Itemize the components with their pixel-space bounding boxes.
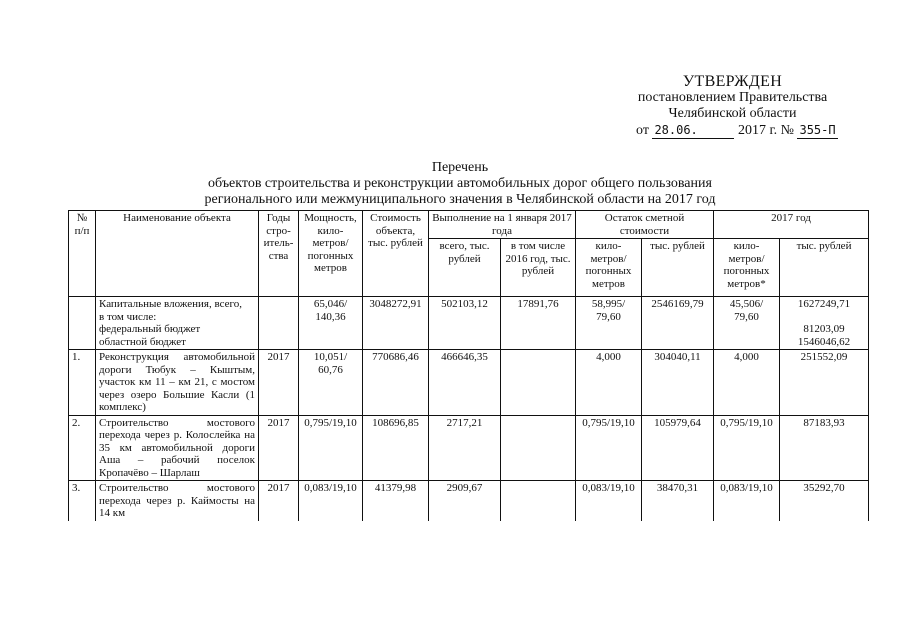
- header-2017-km: кило-метров/ погонных метров*: [714, 239, 780, 297]
- row-cost: 108696,85: [363, 415, 429, 481]
- summary-capacity: 65,046/ 140,36: [299, 297, 363, 350]
- title-line-3: регионального или межмуниципального значения в Челябинской области на 2017 год: [204, 192, 716, 207]
- summary-2017-rub: 1627249,71 81203,09 1546046,62: [780, 297, 869, 350]
- summary-exec-2016: 17891,76: [501, 297, 576, 350]
- header-2017-rub: тыс. рублей: [780, 239, 869, 297]
- summary-remain-rub: 2546169,79: [642, 297, 714, 350]
- row-capacity: 0,795/19,10: [299, 415, 363, 481]
- approval-line-2: Челябинской области: [668, 106, 797, 121]
- row-remain-km: 0,083/19,10: [576, 481, 642, 521]
- header-2017-group: 2017 год: [714, 211, 869, 239]
- row-name: Реконструкция автомобильной дороги Тюбук – Кыштым, участок км 11 – км 21, с мостом через озеро Большие Касли (1 комплекс): [96, 350, 259, 416]
- table-row: [69, 415, 869, 481]
- table-row: [69, 481, 869, 521]
- row-name: Строительство мостового перехода через р. Колослейка на 35 км автомобильной дороги Аша – рабочий поселок Кропачёво – Шарлаш: [96, 415, 259, 481]
- summary-row: [69, 297, 869, 350]
- approval-heading: УТВЕРЖДЕН: [682, 73, 783, 90]
- header-remain-group: Остаток сметной стоимости: [576, 211, 714, 239]
- row-2017-km: 4,000: [714, 350, 780, 416]
- approval-line-1: постановлением Правительства: [637, 90, 828, 105]
- summary-remain-km: 58,995/ 79,60: [576, 297, 642, 350]
- row-remain-rub: 38470,31: [642, 481, 714, 521]
- row-num: 2.: [69, 415, 96, 481]
- header-exec-total: всего, тыс. рублей: [429, 239, 501, 297]
- row-exec-total: 2909,67: [429, 481, 501, 521]
- summary-2017-km: 45,506/ 79,60: [714, 297, 780, 350]
- date-prefix: от: [636, 123, 649, 138]
- header-years: Годы стро-итель-ства: [259, 211, 299, 297]
- title-line-1: Перечень: [431, 160, 489, 175]
- row-remain-km: 0,795/19,10: [576, 415, 642, 481]
- doc-number: 355-П: [799, 123, 836, 137]
- row-cost: 41379,98: [363, 481, 429, 521]
- document-title: [150, 160, 770, 208]
- header-row-1: [69, 211, 869, 239]
- header-exec-group: Выполнение на 1 января 2017 года: [429, 211, 576, 239]
- row-2017-rub: 35292,70: [780, 481, 869, 521]
- row-years: 2017: [259, 481, 299, 521]
- header-exec-2016: в том числе 2016 год, тыс. рублей: [501, 239, 576, 297]
- approval-block: [600, 74, 865, 139]
- date-value: 28.06.: [652, 122, 734, 139]
- header-capacity: Мощность, кило-метров/ погонных метров: [299, 211, 363, 297]
- row-capacity: 10,051/ 60,76: [299, 350, 363, 416]
- header-cost: Стоимость объекта, тыс. рублей: [363, 211, 429, 297]
- row-exec-2016: [501, 415, 576, 481]
- summary-name: Капитальные вложения, всего, в том числе: федеральный бюджет областной бюджет: [96, 297, 259, 350]
- row-name: Строительство мостового перехода через р. Каймосты на 14 км: [96, 481, 259, 521]
- row-cost: 770686,46: [363, 350, 429, 416]
- objects-table: [68, 210, 869, 521]
- header-remain-rub: тыс. рублей: [642, 239, 714, 297]
- date-year: 2017 г. №: [737, 123, 794, 138]
- row-2017-rub: 87183,93: [780, 415, 869, 481]
- approval-date-line: [600, 122, 865, 139]
- row-exec-2016: [501, 481, 576, 521]
- row-2017-rub: 251552,09: [780, 350, 869, 416]
- row-capacity: 0,083/19,10: [299, 481, 363, 521]
- row-remain-rub: 304040,11: [642, 350, 714, 416]
- title-line-2: объектов строительства и реконструкции автомобильных дорог общего пользования: [208, 176, 712, 191]
- summary-cost: 3048272,91: [363, 297, 429, 350]
- row-num: 3.: [69, 481, 96, 521]
- row-exec-total: 2717,21: [429, 415, 501, 481]
- header-num: № п/п: [69, 211, 96, 297]
- row-exec-2016: [501, 350, 576, 416]
- row-years: 2017: [259, 350, 299, 416]
- header-name: Наименование объекта: [96, 211, 259, 297]
- table-row: [69, 350, 869, 416]
- row-exec-total: 466646,35: [429, 350, 501, 416]
- header-remain-km: кило-метров/ погонных метров: [576, 239, 642, 297]
- row-2017-km: 0,795/19,10: [714, 415, 780, 481]
- row-num: 1.: [69, 350, 96, 416]
- row-years: 2017: [259, 415, 299, 481]
- row-remain-km: 4,000: [576, 350, 642, 416]
- row-remain-rub: 105979,64: [642, 415, 714, 481]
- summary-exec-total: 502103,12: [429, 297, 501, 350]
- row-2017-km: 0,083/19,10: [714, 481, 780, 521]
